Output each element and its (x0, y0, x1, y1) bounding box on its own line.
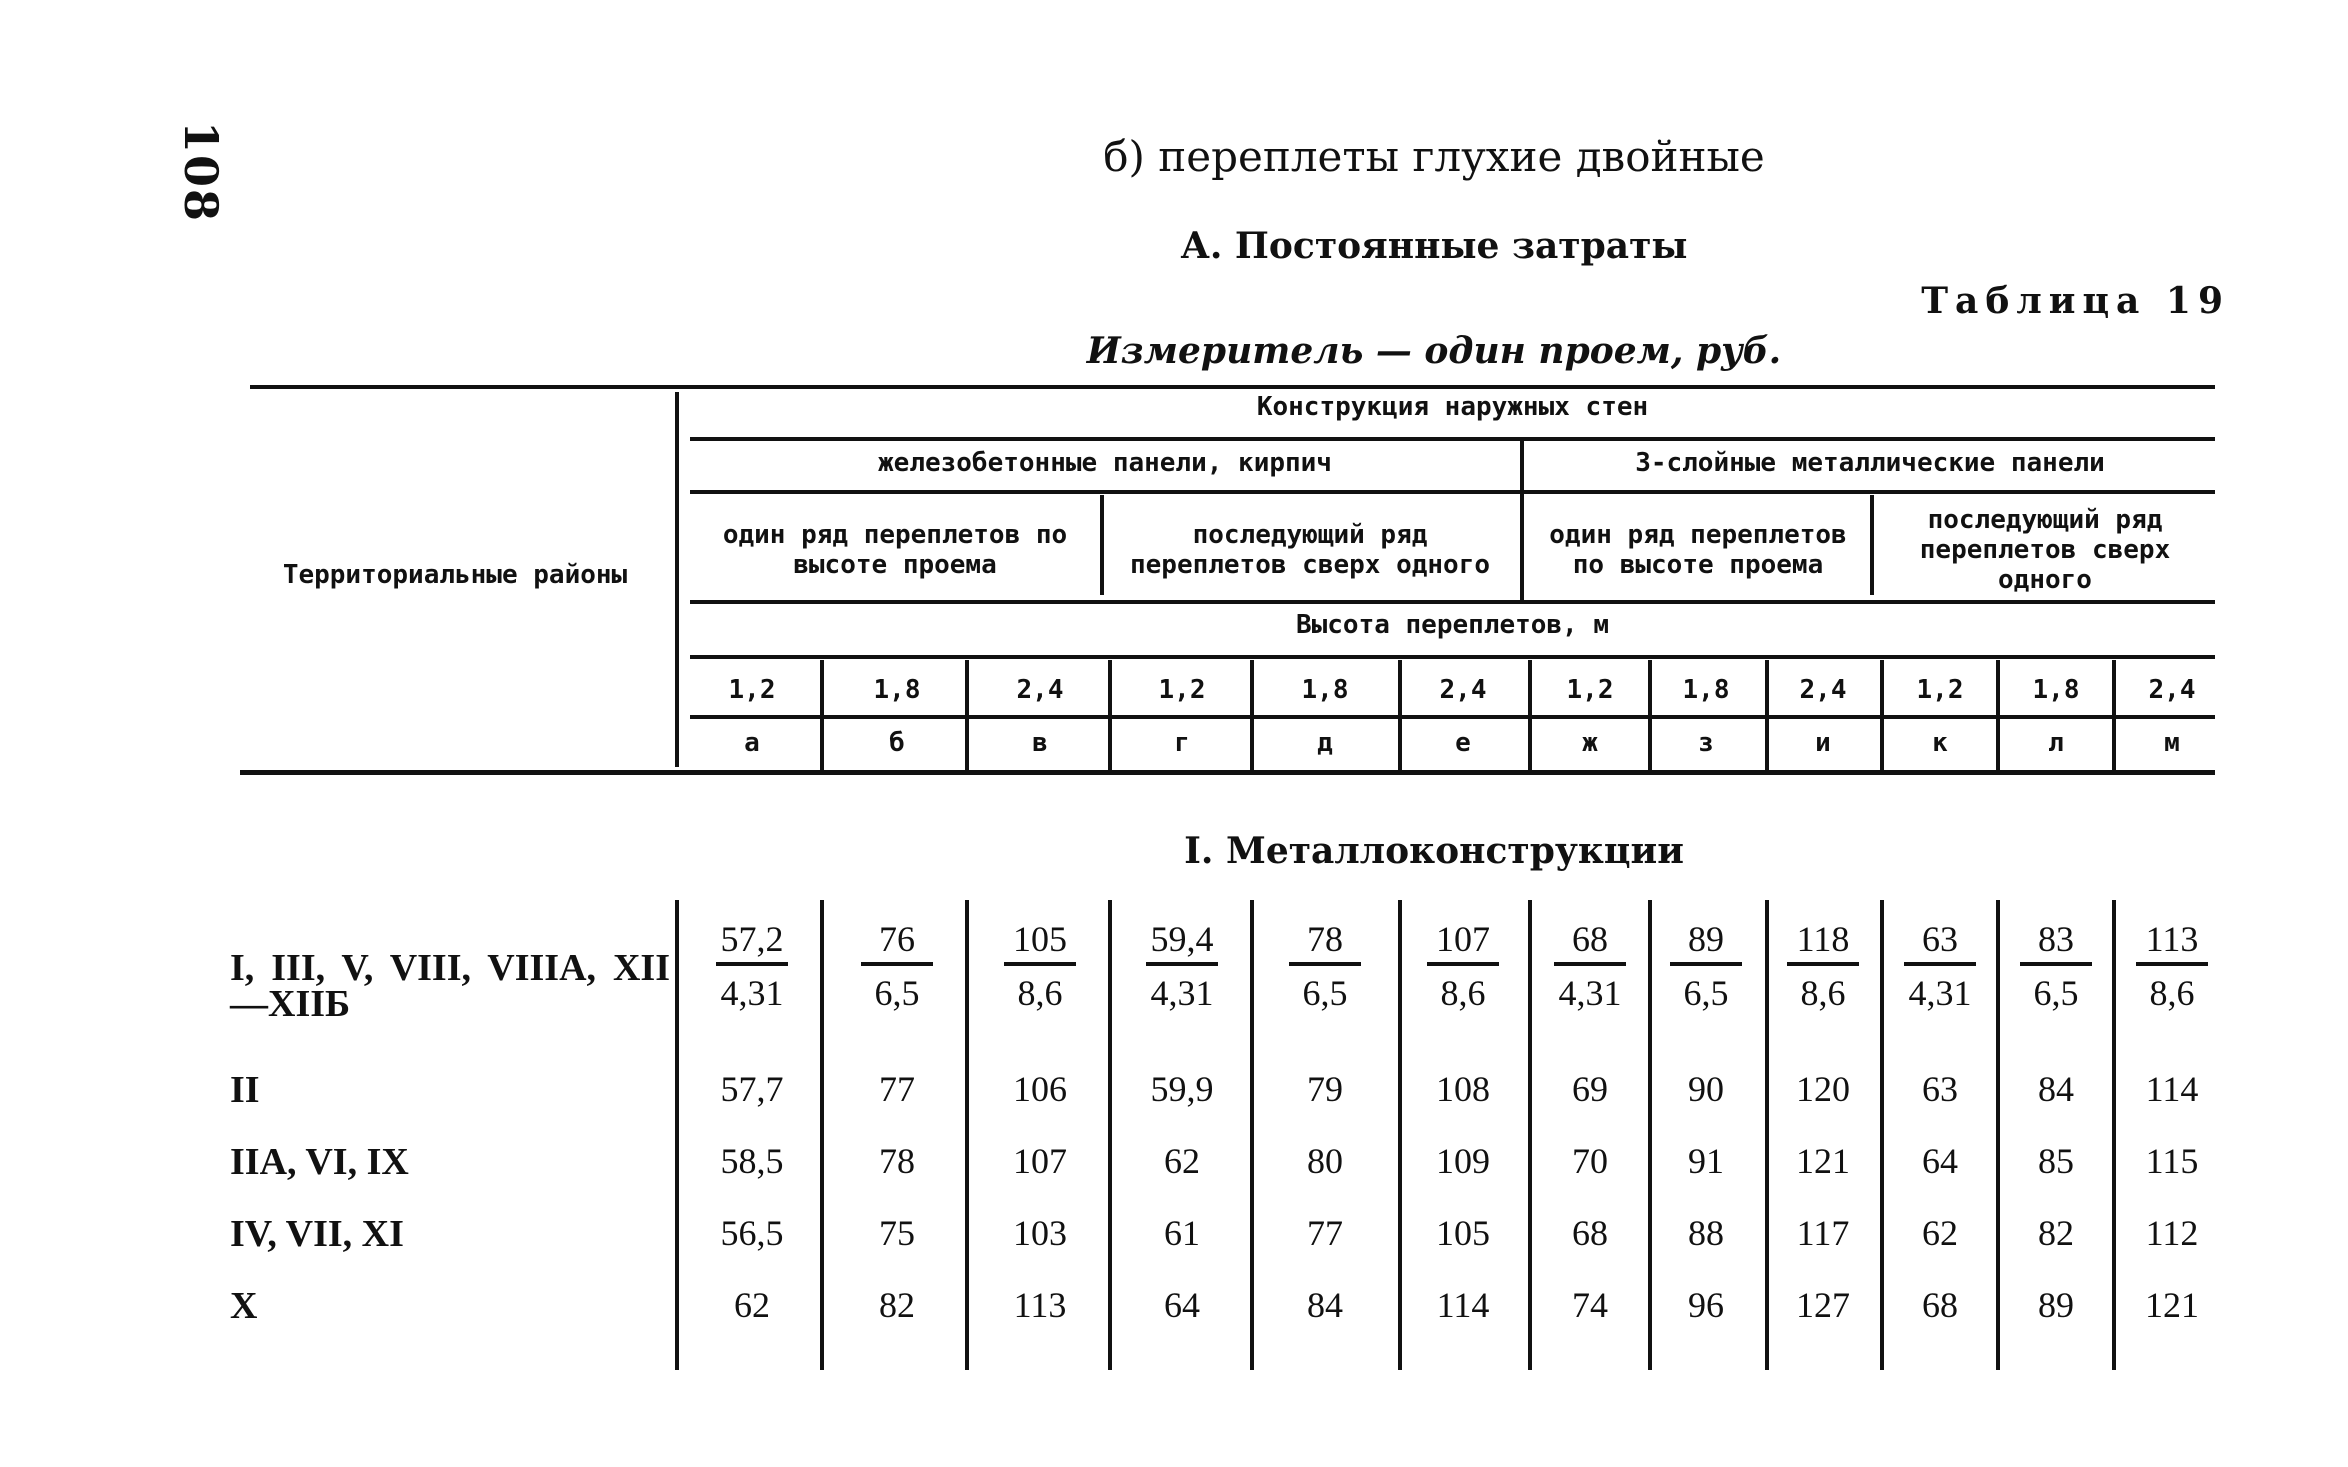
table-cell: 127 (1796, 1285, 1850, 1325)
body-column-divider (2112, 900, 2116, 1370)
column-letter: м (2164, 728, 2180, 758)
table-cell: 120 (1796, 1069, 1850, 1109)
header-column-divider (1528, 660, 1532, 770)
fraction-denominator: 8,6 (2149, 973, 2195, 1013)
height-value: 1,2 (728, 675, 776, 705)
table-cell: 58,5 (720, 1141, 784, 1181)
body-column-divider (1398, 900, 1402, 1370)
fraction-numerator: 118 (1796, 919, 1850, 959)
table-cell: 85 (2038, 1141, 2074, 1181)
table-cell: 75 (879, 1213, 915, 1253)
body-column-divider (820, 900, 824, 1370)
fraction-denominator: 6,5 (2033, 973, 2079, 1013)
table-cell: 78 (879, 1141, 915, 1181)
column-letter: а (744, 728, 760, 758)
table-cell: 64 (1164, 1285, 1200, 1325)
table-cell: 88 (1688, 1213, 1724, 1253)
row-label-2: II (230, 1069, 260, 1111)
height-value: 1,8 (2032, 675, 2080, 705)
height-value: 1,2 (1566, 675, 1614, 705)
measure-unit: Измеритель — один проем, руб. (1086, 330, 1782, 372)
height-value: 2,4 (1439, 675, 1487, 705)
column-letter: е (1455, 728, 1471, 758)
height-value: 2,4 (1799, 675, 1847, 705)
fraction-numerator: 57,2 (720, 919, 784, 959)
table-cell: 105 (1436, 1213, 1490, 1253)
table-cell: 79 (1307, 1069, 1343, 1109)
header-column-divider (1648, 660, 1652, 770)
fraction-numerator: 113 (2145, 919, 2199, 959)
fraction-bar (1904, 962, 1976, 966)
body-stub-divider (675, 900, 679, 1370)
header-column-divider (1765, 660, 1769, 770)
table-cell: 74 (1572, 1285, 1608, 1325)
column-letter: и (1815, 728, 1831, 758)
header-column-divider (1398, 660, 1402, 770)
row-label-1: I, III, V, VIII, VIIIA, XII—XIIБ (230, 947, 670, 1025)
table-cell: 89 (2038, 1285, 2074, 1325)
header-column-divider (1108, 660, 1112, 770)
table-cell: 62 (1922, 1213, 1958, 1253)
fraction-bar (2136, 962, 2208, 966)
fraction-denominator: 8,6 (1440, 973, 1486, 1013)
height-value: 1,8 (1682, 675, 1730, 705)
table-label: Таблица 19 (1921, 280, 2230, 322)
fraction-bar (1427, 962, 1499, 966)
page-number: 108 (174, 120, 229, 224)
column-letter: к (1932, 728, 1948, 758)
fraction-bar (1146, 962, 1218, 966)
fraction-bar (716, 962, 788, 966)
table-cell: 64 (1922, 1141, 1958, 1181)
table-cell: 82 (2038, 1213, 2074, 1253)
group-title: I. Металлоконструкции (1184, 830, 1684, 872)
section-title: б) переплеты глухие двойные (1103, 132, 1765, 181)
table-cell: 121 (2145, 1285, 2199, 1325)
fraction-denominator: 6,5 (1302, 973, 1348, 1013)
body-column-divider (1108, 900, 1112, 1370)
header-rule-2 (690, 490, 2215, 494)
height-value: 1,8 (1301, 675, 1349, 705)
table-cell: 115 (2145, 1141, 2199, 1181)
row-label-4: IV, VII, XI (230, 1213, 404, 1255)
group-divider (1520, 440, 1524, 600)
fraction-numerator: 68 (1572, 919, 1608, 959)
header-stub-divider (675, 392, 679, 767)
header-column-divider (1250, 660, 1254, 770)
height-value: 1,2 (1158, 675, 1206, 705)
height-value: 1,8 (873, 675, 921, 705)
header-rule-5 (690, 715, 2215, 719)
table-cell: 90 (1688, 1069, 1724, 1109)
table-cell: 84 (1307, 1285, 1343, 1325)
fraction-numerator: 105 (1013, 919, 1067, 959)
body-column-divider (1250, 900, 1254, 1370)
table-cell: 63 (1922, 1069, 1958, 1109)
fraction-bar (1554, 962, 1626, 966)
header-rule-1 (690, 437, 2215, 441)
fraction-numerator: 83 (2038, 919, 2074, 959)
table-cell: 117 (1796, 1213, 1850, 1253)
header-column-divider (1996, 660, 2000, 770)
table-cell: 121 (1796, 1141, 1850, 1181)
table-cell: 113 (1013, 1285, 1067, 1325)
column-letter: д (1317, 728, 1333, 758)
table-cell: 69 (1572, 1069, 1608, 1109)
table-cell: 77 (1307, 1213, 1343, 1253)
subgroup-divider-1 (1100, 495, 1104, 595)
height-value: 2,4 (1016, 675, 1064, 705)
header-top: Конструкция наружных стен (1256, 392, 1649, 422)
table-cell: 107 (1013, 1141, 1067, 1181)
table-cell: 82 (879, 1285, 915, 1325)
table-cell: 91 (1688, 1141, 1724, 1181)
table-cell: 70 (1572, 1141, 1608, 1181)
table-cell: 68 (1572, 1213, 1608, 1253)
fraction-bar (1289, 962, 1361, 966)
table-cell: 57,7 (720, 1069, 784, 1109)
header-column-divider (1880, 660, 1884, 770)
table-cell: 96 (1688, 1285, 1724, 1325)
table-cell: 84 (2038, 1069, 2074, 1109)
column-letter: б (889, 728, 905, 758)
table-cell: 68 (1922, 1285, 1958, 1325)
header-rule-3 (690, 600, 2215, 604)
fraction-numerator: 89 (1688, 919, 1724, 959)
table-cell: 108 (1436, 1069, 1490, 1109)
header-column-divider (965, 660, 969, 770)
column-letter: г (1174, 728, 1190, 758)
column-letter: л (2048, 728, 2064, 758)
row-label-5: X (230, 1285, 258, 1327)
fraction-bar (1004, 962, 1076, 966)
table-cell: 59,9 (1150, 1069, 1214, 1109)
subgroup-header-3: один ряд переплетов по высоте проема (1549, 520, 1847, 580)
subgroup-divider-2 (1870, 495, 1874, 595)
fraction-denominator: 4,31 (720, 973, 784, 1013)
fraction-numerator: 78 (1307, 919, 1343, 959)
table-cell: 109 (1436, 1141, 1490, 1181)
subgroup-header-1: один ряд переплетов по высоте проема (722, 520, 1068, 580)
body-column-divider (1996, 900, 2000, 1370)
table-cell: 56,5 (720, 1213, 784, 1253)
table-cell: 77 (879, 1069, 915, 1109)
table-cell: 114 (1436, 1285, 1490, 1325)
body-column-divider (1528, 900, 1532, 1370)
table-cell: 62 (1164, 1141, 1200, 1181)
table-cell: 61 (1164, 1213, 1200, 1253)
fraction-numerator: 63 (1922, 919, 1958, 959)
fraction-numerator: 76 (879, 919, 915, 959)
group-header-2: 3-слойные металлические панели (1635, 448, 2105, 478)
fraction-denominator: 6,5 (1683, 973, 1729, 1013)
fraction-bar (2020, 962, 2092, 966)
subtitle: А. Постоянные затраты (1180, 225, 1688, 267)
row-label-3: IIA, VI, IX (230, 1141, 409, 1183)
table-cell: 80 (1307, 1141, 1343, 1181)
fraction-denominator: 6,5 (874, 973, 920, 1013)
group-header-1: железобетонные панели, кирпич (878, 448, 1332, 478)
body-column-divider (965, 900, 969, 1370)
table-cell: 106 (1013, 1069, 1067, 1109)
height-label: Высота переплетов, м (1295, 610, 1610, 640)
table-cell: 114 (2145, 1069, 2199, 1109)
height-value: 2,4 (2148, 675, 2196, 705)
subgroup-header-2: последующий ряд переплетов сверх одного (1129, 520, 1491, 580)
table-cell: 103 (1013, 1213, 1067, 1253)
fraction-bar (861, 962, 933, 966)
fraction-denominator: 4,31 (1558, 973, 1622, 1013)
column-letter: в (1032, 728, 1048, 758)
row-header: Территориальные районы (282, 560, 628, 590)
table-cell: 62 (734, 1285, 770, 1325)
table-cell: 112 (2145, 1213, 2199, 1253)
fraction-denominator: 4,31 (1150, 973, 1214, 1013)
fraction-numerator: 59,4 (1150, 919, 1214, 959)
fraction-denominator: 4,31 (1908, 973, 1972, 1013)
header-column-divider (2112, 660, 2116, 770)
fraction-bar (1787, 962, 1859, 966)
header-rule-4 (690, 655, 2215, 659)
subgroup-header-4: последующий ряд переплетов сверх одного (1919, 505, 2171, 595)
header-top-rule (250, 385, 2215, 389)
header-column-divider (820, 660, 824, 770)
fraction-denominator: 8,6 (1800, 973, 1846, 1013)
fraction-bar (1670, 962, 1742, 966)
header-bottom-rule (240, 770, 2215, 775)
fraction-denominator: 8,6 (1017, 973, 1063, 1013)
height-value: 1,2 (1916, 675, 1964, 705)
column-letter: ж (1582, 728, 1598, 758)
fraction-numerator: 107 (1436, 919, 1490, 959)
column-letter: з (1698, 728, 1714, 758)
body-column-divider (1880, 900, 1884, 1370)
